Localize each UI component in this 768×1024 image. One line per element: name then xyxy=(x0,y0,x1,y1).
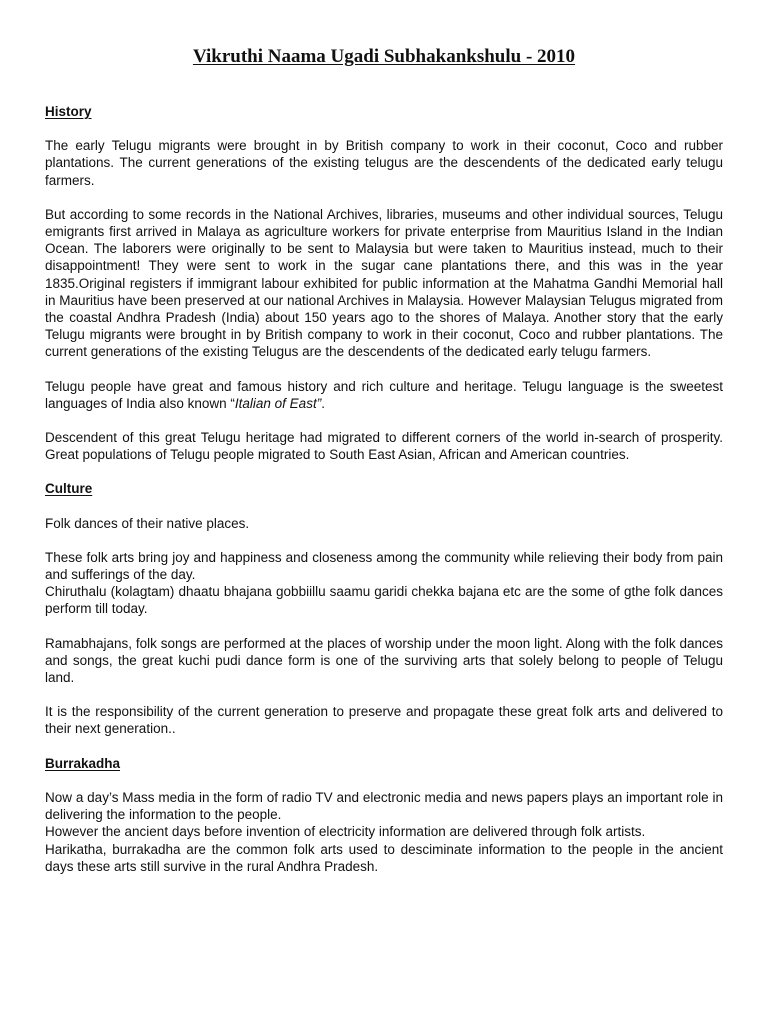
document-title: Vikruthi Naama Ugadi Subhakankshulu - 2010 xyxy=(192,46,576,67)
culture-paragraph-4: It is the responsibility of the current generation to preserve and propagate these great folk arts and delivered to their next generation.. xyxy=(45,704,723,737)
culture-paragraph-3: Ramabhajans, folk songs are performed at the places of worship under the moon light. Along with the folk dances and songs, the great kuchi pudi dance form is one of the surviving arts that solely belong to people of Telugu land. xyxy=(45,635,723,686)
culture-paragraph-2a: These folk arts bring joy and happiness and closeness among the community while relieving their body from pain and sufferings of the day. xyxy=(45,549,723,583)
burrakadha-paragraph-1c: Harikatha, burrakadha are the common folk arts used to desciminate information to the people in the ancient days these arts still survive in the rural Andhra Pradesh. xyxy=(45,841,723,874)
culture-paragraph-2b: Chiruthalu (kolagtam) dhaatu bhajana gobbiillu saamu garidi chekka bajana etc are the some of gthe folk dances perform till today. xyxy=(45,584,723,617)
culture-paragraph-1: Folk dances of their native places. xyxy=(45,515,250,531)
burrakadha-heading: Burrakadha xyxy=(45,755,121,771)
culture-heading: Culture xyxy=(45,481,93,497)
history-paragraph-3-end: . xyxy=(321,395,325,411)
history-heading: History xyxy=(45,104,92,119)
history-paragraph-1: The early Telugu migrants were brought in by British company to work in their coconut, Coco and rubber plantations. The current generations of the existing telugus are the descendents of the dedicated early telugu farmers. xyxy=(45,138,723,188)
history-paragraph-2: But according to some records in the National Archives, libraries, museums and other individual sources, Telugu emigrants first arrived in Malaya as agriculture workers for private enterprise from Mauritius Island in the Indian Ocean. The laborers were originally to be sent to Malaysia but were taken to Mauritius instead, much to their disappointment! They were sent to work in the sugar cane plantations there, and this was in the year 1835.Original registers if immigrant labour exhibited for public information at the Mahatma Gandhi Memorial hall in Mauritius have been preserved at our national Archives in Malaysia. However Malaysian Telugus migrated from the coastal Andhra Pradesh (India) about 150 years ago to the shores of Malaya. Another story that the early Telugu migrants were brought in by British company to work in their coconut, Coco and rubber plantations. The current generations of the existing Telugus are the descendents of the dedicated early telugu farmers. xyxy=(45,206,723,360)
history-paragraph-4: Descendent of this great Telugu heritage had migrated to different corners of the world in-search of prosperity. Great populations of Telugu people migrated to South East Asian, African and American countries. xyxy=(45,430,723,463)
history-paragraph-3 xyxy=(45,378,723,412)
burrakadha-paragraph-1a: Now a day’s Mass media in the form of radio TV and electronic media and news papers plays an important role in delivering the information to the people. xyxy=(45,789,723,823)
history-paragraph-3-text: Telugu people have great and famous history and rich culture and heritage. Telugu language is the sweetest languages of India also known “ xyxy=(45,378,723,411)
burrakadha-paragraph-1b: However the ancient days before invention of electricity information are delivered through folk artists. xyxy=(45,824,646,840)
document-body xyxy=(45,103,723,892)
history-paragraph-3-italic: Italian of East” xyxy=(234,395,322,411)
